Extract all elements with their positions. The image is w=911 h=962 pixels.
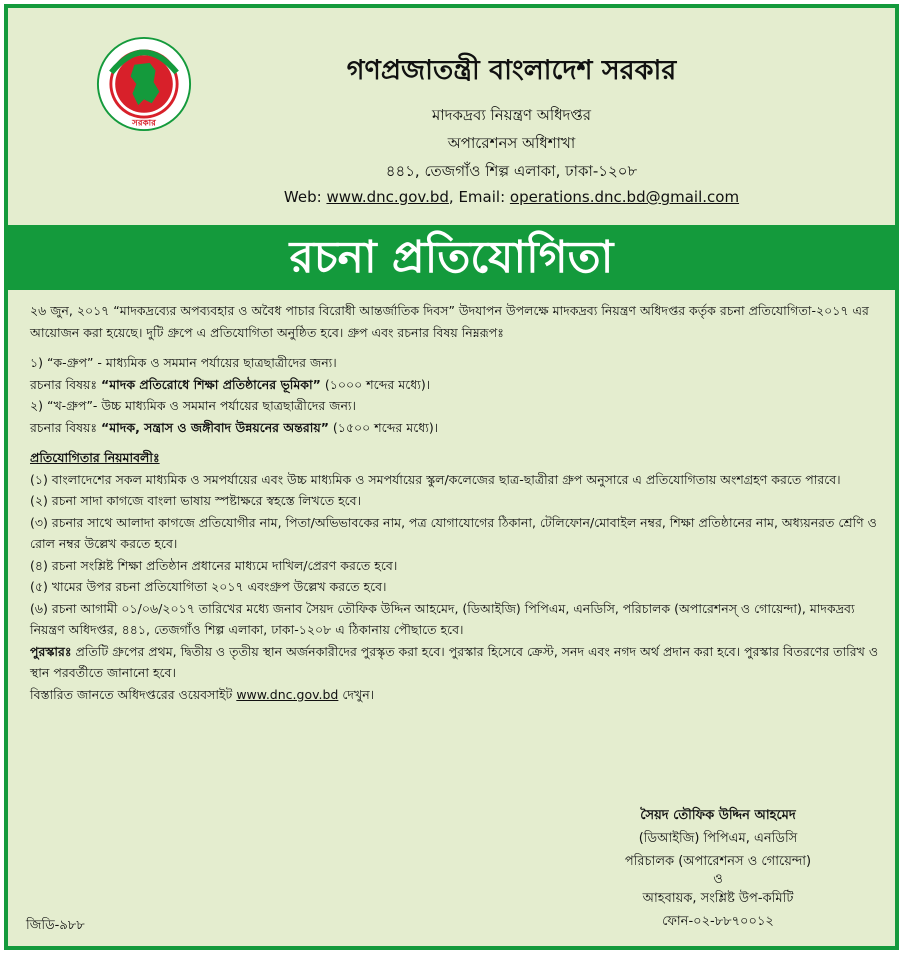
signatory-role: পরিচালক (অপারেশনস ও গোয়েন্দা) xyxy=(624,854,812,869)
email-link[interactable]: operations.dnc.bd@gmail.com xyxy=(509,188,740,206)
government-title: গণপ্রজাতন্ত্রী বাংলাদেশ সরকার xyxy=(346,55,677,86)
details-website-link[interactable]: www.dnc.gov.bd xyxy=(236,686,339,702)
group-a-line: ১) “ক-গ্রুপ” - মাধ্যমিক ও সমমান পর্যায়ের ছাত্রছাত্রীদের জন্য। xyxy=(30,355,337,370)
competition-banner: রচনা প্রতিযোগিতা xyxy=(8,225,895,290)
website-link[interactable]: www.dnc.gov.bd xyxy=(326,188,449,206)
prize-paragraph: পুরস্কারঃ প্রতিটি গ্রুপের প্রথম, দ্বিতীয় ও তৃতীয় স্থান অর্জনকারীদের পুরস্কৃত করা হবে। পুরস্কার হিসেবে ক্রেস্ট, সনদ এবং নগদ অর্থ প্রদান করা হবে। পুরস্কার বিতরণের তারিখ ও স্থান পরবর্তীতে জানানো হবে। xyxy=(30,643,879,680)
group-b-topic: রচনার বিষয়ঃ “মাদক, সন্ত্রাস ও জঙ্গীবাদ উন্নয়নের অন্তরায়” (১৫০০ শব্দের মধ্যে)। xyxy=(30,419,439,435)
web-label: Web: xyxy=(283,188,327,206)
rules-heading: প্রতিযোগিতার নিয়মাবলীঃ xyxy=(30,450,160,465)
header xyxy=(8,8,895,223)
signatory-name: সৈয়দ তৌফিক উদ্দিন আহমেদ xyxy=(640,808,796,823)
rule-4: (৪) রচনা সংশ্লিষ্ট শিক্ষা প্রতিষ্ঠান প্রধানের মাধ্যমে দাখিল/প্রেরণ করতে হবে। xyxy=(30,557,398,573)
prize-label: পুরস্কারঃ xyxy=(30,643,72,659)
rule-1: (১) বাংলাদেশের সকল মাধ্যমিক ও সমপর্যায়ের এবং উচ্চ মাধ্যমিক ও সমপর্যায়ের স্কুল/কলেজের ছাত্র-ছাত্রীরা গ্রুপ অনুসারে এ প্রতিযোগিতায় অংশগ্রহণ করতে পারবে। xyxy=(30,471,841,487)
branch-name: অপারেশনস অধিশাখা xyxy=(447,134,576,152)
intro-paragraph: ২৬ জুন, ২০১৭ “মাদকদ্রব্যের অপব্যবহার ও অবৈধ পাচার বিরোধী আন্তর্জাতিক দিবস” উদযাপন উপলক্ষে মাদকদ্রব্য নিয়ন্ত্রণ অধিদপ্তর কর্তৃক রচনা প্রতিযোগিতা-২০১৭ এর আয়োজন করা হয়েছে। দুটি গ্রুপে এ প্রতিযোগিতা অনুষ্ঠিত হবে। গ্রুপ এবং রচনার বিষয় নিম্নরূপঃ xyxy=(30,303,869,340)
signatory-phone: ফোন-০২-৮৮৭০০১২ xyxy=(662,914,774,929)
office-address: ৪৪১, তেজগাঁও শিল্প এলাকা, ঢাকা-১২০৮ xyxy=(385,162,638,180)
notice-body xyxy=(30,300,885,705)
group-a-topic: রচনার বিষয়ঃ “মাদক প্রতিরোধে শিক্ষা প্রতিষ্ঠানের ভূমিকা” (১০০০ শব্দের মধ্যে)। xyxy=(30,376,431,392)
signature-block xyxy=(568,804,868,933)
contact-line xyxy=(68,188,911,206)
details-line: বিস্তারিত জানতে অধিদপ্তরের ওয়েবসাইট www.dnc.gov.bd দেখুন। xyxy=(30,686,375,702)
group-b-line: ২) “খ-গ্রুপ”- উচ্চ মাধ্যমিক ও সমমান পর্যায়ের ছাত্রছাত্রীদের জন্য। xyxy=(30,398,357,413)
rule-2: (২) রচনা সাদা কাগজে বাংলা ভাষায় স্পষ্টাক্ষরে স্বহস্তে লিখতে হবে। xyxy=(30,493,362,508)
signatory-rank: (ডিআইজি) পিপিএম, এনডিসি xyxy=(638,831,798,846)
rule-3: (৩) রচনার সাথে আলাদা কাগজে প্রতিযোগীর নাম, পিতা/অভিভাবকের নাম, পত্র যোগাযোগের ঠিকানা, টেলিফোন/মোবাইল নম্বর, শিক্ষা প্রতিষ্ঠানের নাম, অধ্যয়নরত শ্রেণি ও রোল নম্বর উল্লেখ করতে হবে। xyxy=(30,514,877,551)
rule-6: (৬) রচনা আগামী ০১/০৬/২০১৭ তারিখের মধ্যে জনাব সৈয়দ তৌফিক উদ্দিন আহমেদ, (ডিআইজি) পিপিএম, এনডিসি, পরিচালক (অপারেশনস্ ও গোয়েন্দা), মাদকদ্রব্য নিয়ন্ত্রণ অধিদপ্তর, ৪৪১, তেজগাঁও শিল্প এলাকা, ঢাকা-১২০৮ এ ঠিকানায় পৌছাতে হবে। xyxy=(30,600,855,637)
rule-5: (৫) খামের উপর রচনা প্রতিযোগিতা ২০১৭ এবংগ্রুপ উল্লেখ করতে হবে। xyxy=(30,579,387,594)
seal-bottom-text: সরকার xyxy=(132,118,156,129)
notice-frame xyxy=(4,4,899,950)
signatory-and: ও xyxy=(713,872,723,887)
department-name: মাদকদ্রব্য নিয়ন্ত্রণ অধিদপ্তর xyxy=(432,106,591,124)
signatory-convener: আহবায়ক, সংশ্লিষ্ট উপ-কমিটি xyxy=(642,891,794,906)
email-label: , Email: xyxy=(448,188,510,206)
gd-number: জিডি-৯৮৮ xyxy=(26,918,85,933)
